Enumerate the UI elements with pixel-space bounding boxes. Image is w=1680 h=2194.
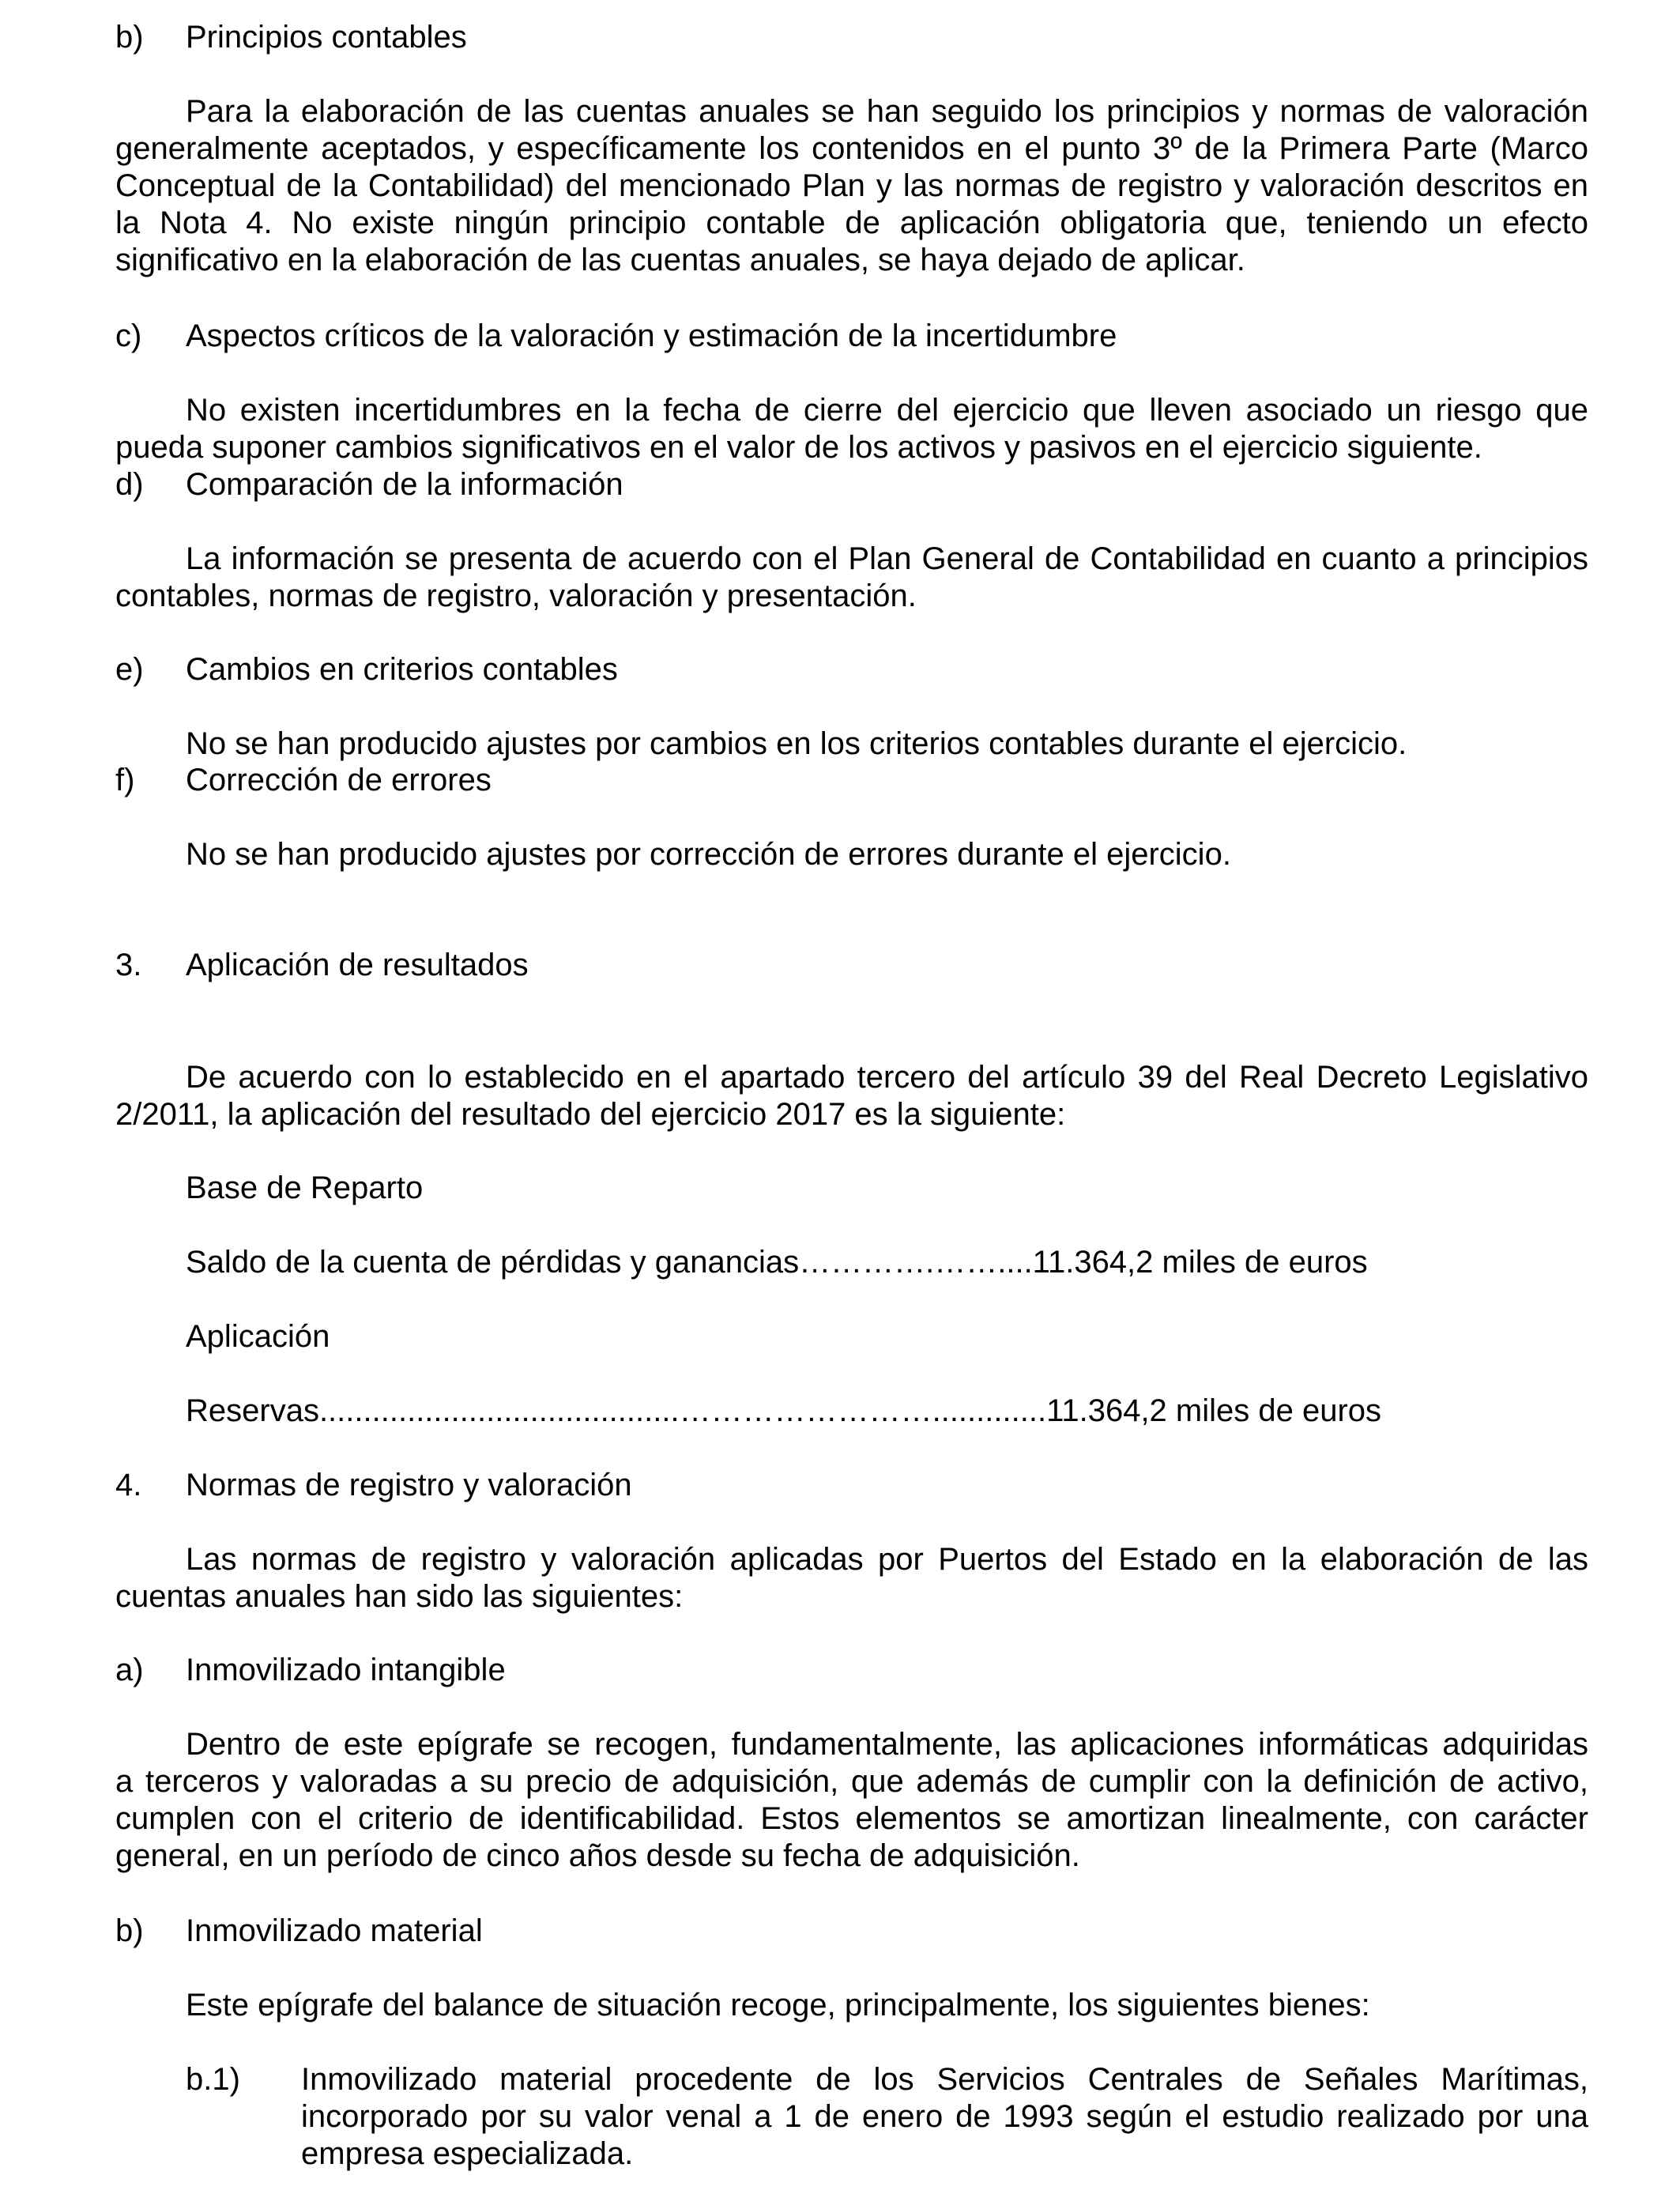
saldo-line: Saldo de la cuenta de pérdidas y ganancias………….……....11.364,2 miles de euros [186,1245,1368,1280]
base-reparto-label: Base de Reparto [186,1171,424,1205]
heading-title: Principios contables [186,20,467,55]
heading-label: b) [115,1913,144,1948]
paragraph-incertidumbre: No existen incertidumbres en la fecha de cierre del ejercicio que lleven asociado un riesgo que pueda suponer cambios significativos en el valor de los activos y pasivos en el ejercicio siguiente. [115,393,1588,465]
heading-label: 3. [115,948,142,982]
heading-label: 4. [115,1468,142,1502]
heading-title: Aplicación de resultados [186,948,529,982]
heading-title: Cambios en criterios contables [186,652,618,687]
aplicacion-label: Aplicación [186,1319,330,1354]
paragraph-aplicacion: De acuerdo con lo establecido en el apartado tercero del artículo 39 del Real Decreto Legislativo 2/2011, la aplicación del resultado del ejercicio 2017 es la siguiente: [115,1060,1588,1132]
heading-title: Inmovilizado material [186,1913,483,1948]
paragraph-material: Este epígrafe del balance de situación recoge, principalmente, los siguientes bienes: [186,1988,1370,2022]
heading-title: Comparación de la información [186,467,623,502]
paragraph-principios: Para la elaboración de las cuentas anuales se han seguido los principios y normas de valoración generalmente aceptados, y específicamente los contenidos en el punto 3º de la Primera Parte (Marco Conceptual de la Contabilidad) del mencionado Plan y las normas de registro y valoración descritos en la Nota 4. No existe ningún principio contable de aplicación obligatoria que, teniendo un efecto significativo en la elaboración de las cuentas anuales, se haya dejado de aplicar. [115,94,1588,277]
heading-label: a) [115,1653,144,1687]
paragraph-cambios: No se han producido ajustes por cambios en los criterios contables durante el ejercicio. [186,726,1407,761]
heading-title: Normas de registro y valoración [186,1468,632,1502]
paragraph-correccion: No se han producido ajustes por corrección de errores durante el ejercicio. [186,837,1231,872]
heading-title: Corrección de errores [186,763,492,797]
heading-title: Inmovilizado intangible [186,1653,506,1687]
paragraph-intangible: Dentro de este epígrafe se recogen, fundamentalmente, las aplicaciones informáticas adquiridas a terceros y valoradas a su precio de adquisición, que además de cumplir con la definición de activo, cumplen con el criterio de identificabilidad. Estos elementos se amortizan linealmente, con carácter general, en un período de cinco años desde su fecha de adquisición. [115,1727,1588,1873]
item-label-b1: b.1) [186,2062,240,2097]
heading-label: e) [115,652,144,687]
heading-label: b) [115,20,144,55]
item-text-b1: Inmovilizado material procedente de los Servicios Centrales de Señales Marítimas, incorporado por su valor venal a 1 de enero de 1993 según el estudio realizado por una empresa especializada. [301,2062,1588,2171]
paragraph-comparacion: La información se presenta de acuerdo con el Plan General de Contabilidad en cuanto a principios contables, normas de registro, valoración y presentación. [115,541,1588,613]
heading-label: d) [115,467,144,502]
reservas-line: Reservas.........................................…………………….............11.364,2 miles de euros [186,1393,1382,1428]
heading-label: c) [115,319,142,353]
heading-label: f) [115,763,135,797]
paragraph-normas: Las normas de registro y valoración aplicadas por Puertos del Estado en la elaboración de las cuentas anuales han sido las siguientes: [115,1542,1588,1614]
heading-title: Aspectos críticos de la valoración y estimación de la incertidumbre [186,319,1117,353]
